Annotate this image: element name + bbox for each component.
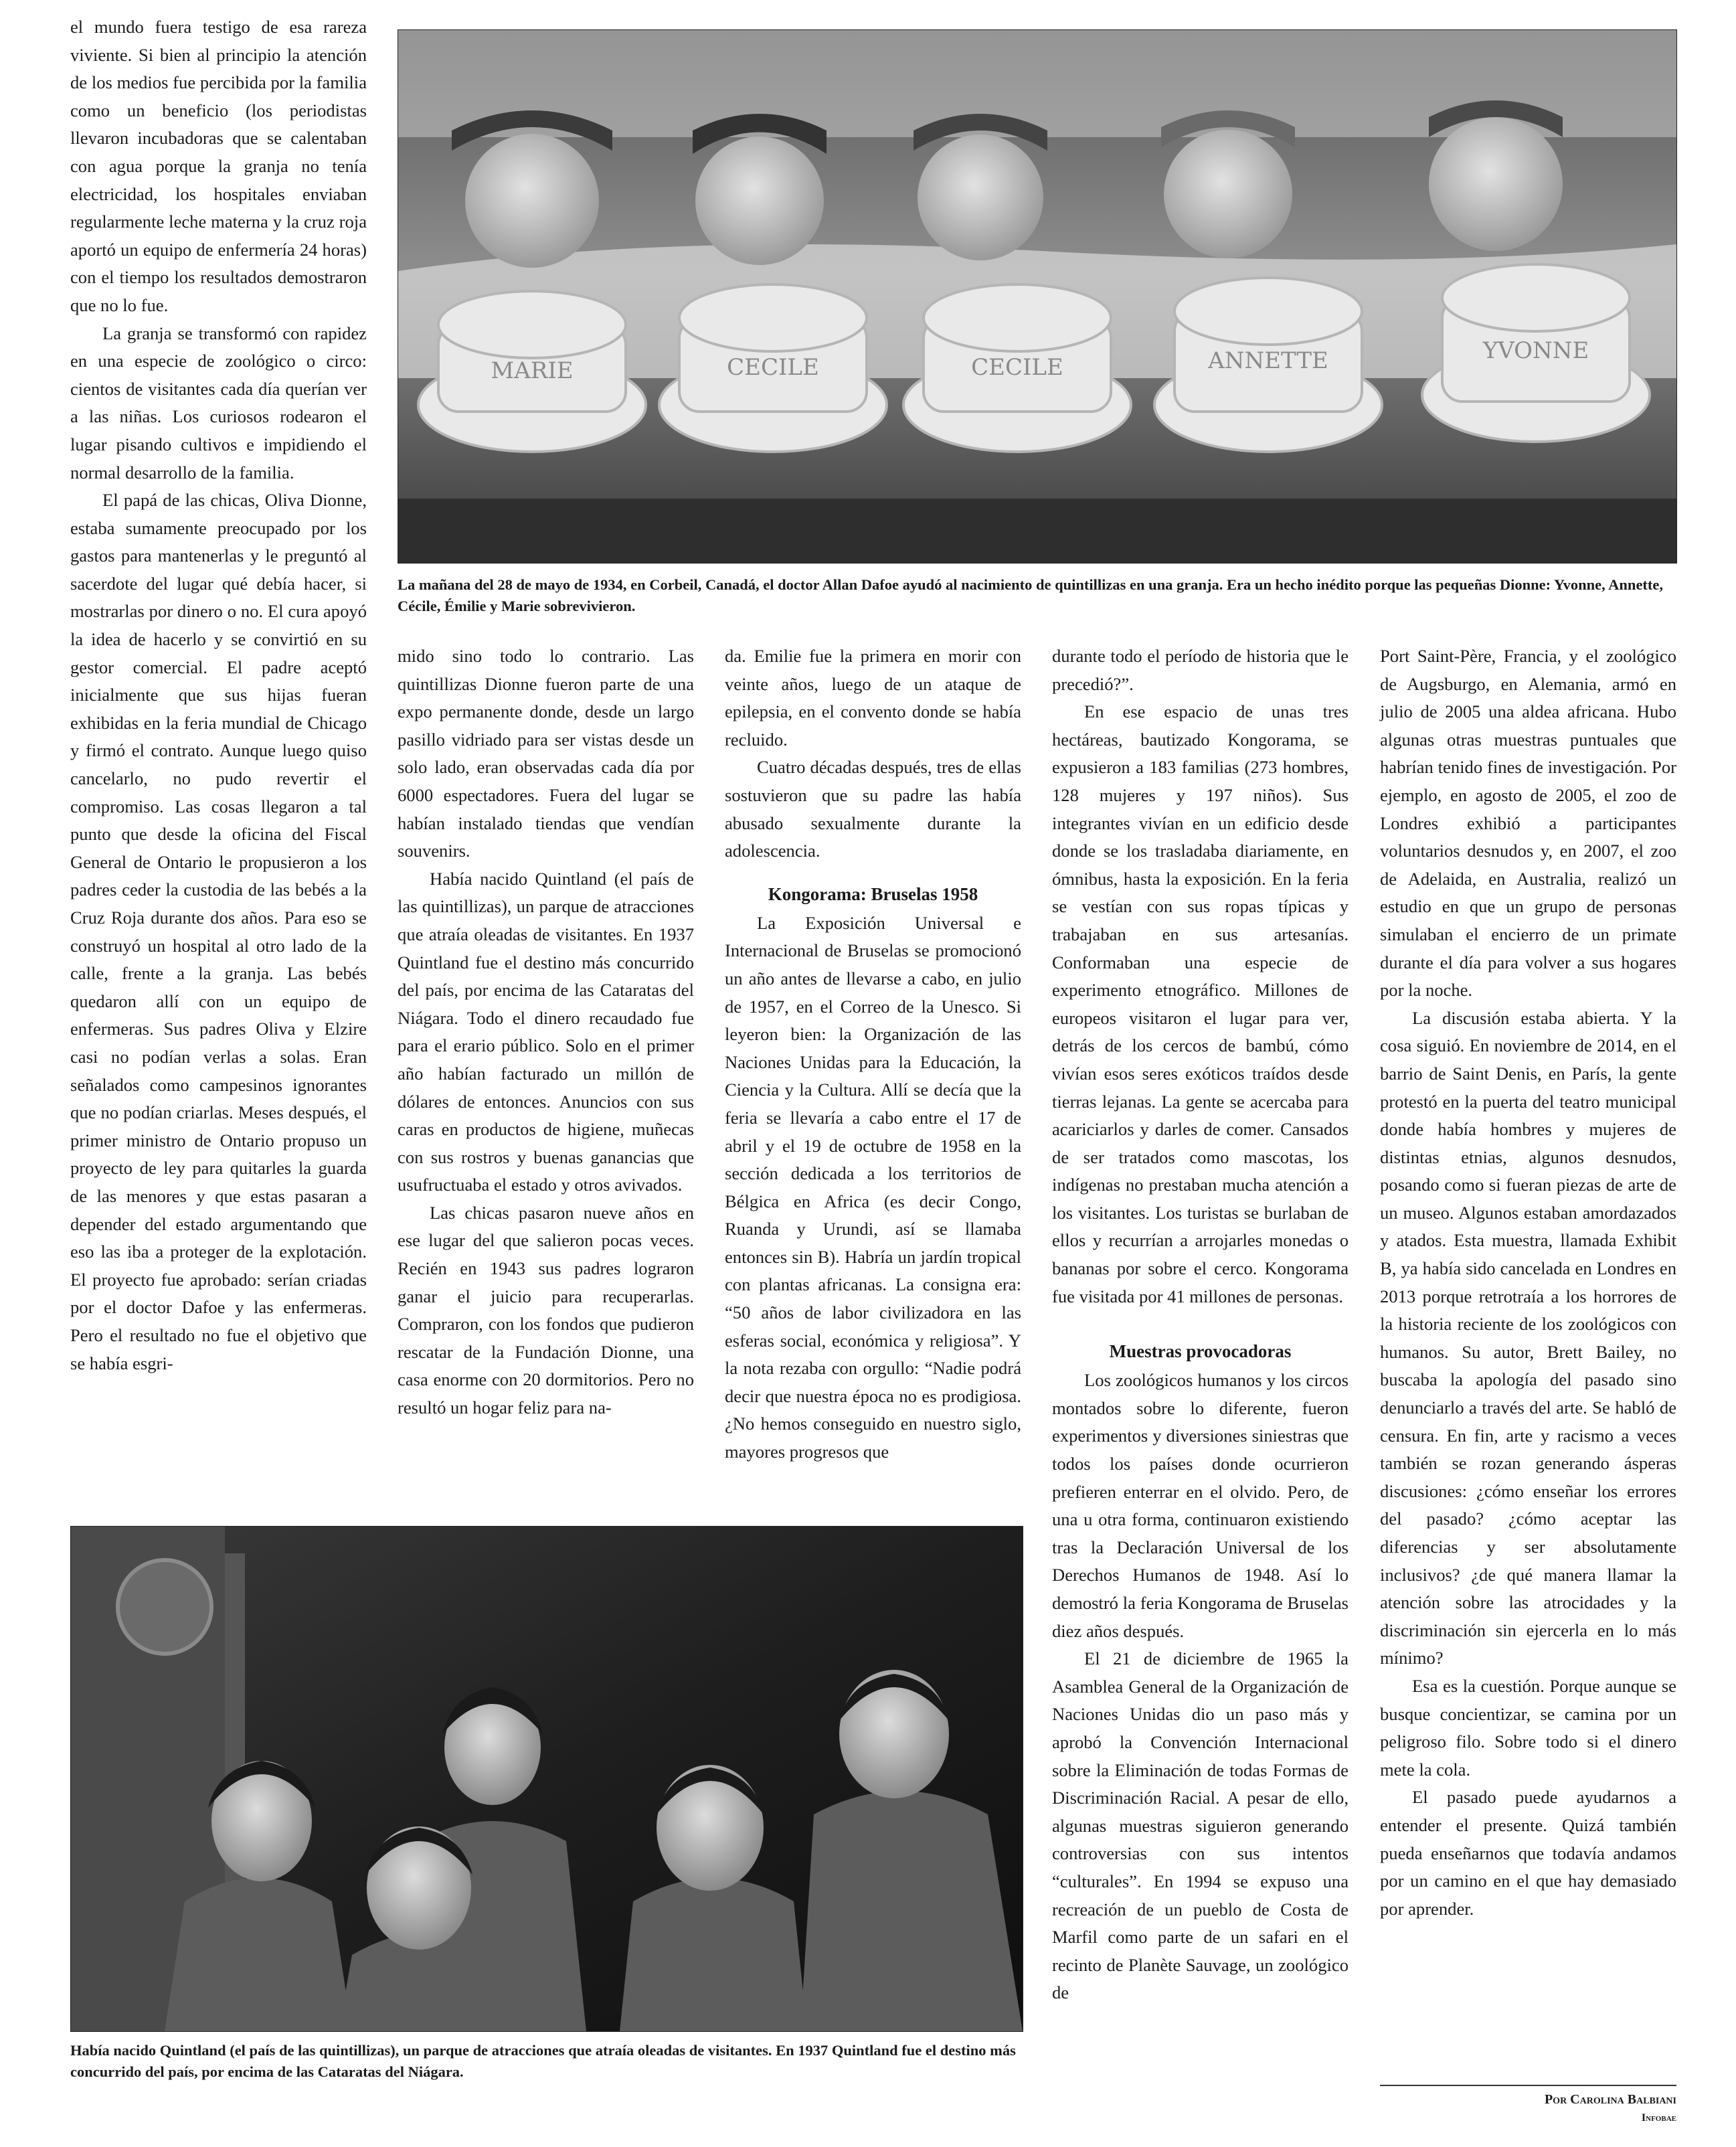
paragraph: el mundo fuera testigo de esa rareza viviente. Si bien al principio la atención de los medios fue percibida por la familia como un beneficio (los periodistas llevaron incubadoras que se calentaban con agua porque la granja no tenía electricidad, los hospitales enviaban regularmente leche materna y la cruz roja aportó un equipo de enfermería 24 horas) con el tiempo los resultados demostraron que no lo fue. [70, 17, 367, 315]
cake-label-2: CECILE [727, 354, 819, 381]
top-photo [398, 29, 1677, 564]
section-heading-muestras: Muestras provocadoras [1109, 1341, 1292, 1362]
paragraph: El pasado puede ayudarnos a entender el presente. Quizá también pueda enseñarnos que todavía andamos por un camino en el que hay demasiado por aprender. [1380, 1787, 1676, 1919]
article-column-5 [1380, 642, 1676, 1923]
bottom-photo [70, 1526, 1023, 2032]
dionne-sisters-image [71, 1527, 1023, 2031]
cake-label-3: CECILE [971, 354, 1063, 381]
source: Infobae [1641, 2112, 1676, 2124]
paragraph: El 21 de diciembre de 1965 la Asamblea General de la Organización de Naciones Unidas dio un paso más y aprobó la Convención Internacional sobre la Eliminación de todas Formas de Discriminación Racial. A pesar de ello, algunas muestras siguieron generando controversias con sus intentos “culturales”. En 1994 se expuso una recreación de un pueblo de Costa de Marfil como parte de un safari en el recinto de Planète Sauvage, un zoológico de [1052, 1648, 1349, 2003]
article-column-2 [398, 642, 694, 1422]
bottom-photo-caption: Había nacido Quintland (el país de las quintillizas), un parque de atracciones que atraía oleadas de visitantes. En 1937 Quintland fue el destino más concurrido del país, por encima de las Cataratas del Niágara. [70, 2042, 1016, 2080]
paragraph: mido sino todo lo contrario. Las quintillizas Dionne fueron parte de una expo permanente donde, desde un largo pasillo vidriado para ser vistas desde un solo lado, eran observadas cada día por 6000 espectadores. Fuera del lugar se habían instalado tiendas que vendían souvenirs. [398, 646, 694, 861]
paragraph: La granja se transformó con rapidez en una especie de zoológico o circo: cientos de visitantes cada día querían ver a las niñas. Los curiosos rodearon el lugar pisando cultivos e impidiendo el normal desarrollo de la familia. [70, 323, 367, 483]
paragraph: Port Saint-Père, Francia, y el zoológico de Augsburgo, en Alemania, armó en julio de 2005 una aldea africana. Hubo algunas otras muestras puntuales que habrían tenido fines de investigación. Por ejemplo, en agosto de 2005, el zoo de Londres exhibió a participantes voluntarios desnudos y, en 2007, el zoo de Adelaida, en Australia, realizó un estudio en que un grupo de personas simulaban el encierro de un primate durante el día para volver a sus hogares por la noche. [1380, 646, 1676, 1001]
section-heading-kongorama: Kongorama: Bruselas 1958 [768, 883, 978, 904]
author: Por Carolina Balbiani [1544, 2092, 1676, 2107]
cake-label-1: MARIE [491, 357, 574, 384]
top-photo-caption: La mañana del 28 de mayo de 1934, en Corbeil, Canadá, el doctor Allan Dafoe ayudó al nacimiento de quintillizas en una granja. Era un hecho inédito porque las pequeñas Dionne: Yvonne, Annette, Cécile, Émilie y Marie sobrevivieron. [398, 576, 1664, 614]
paragraph: Esa es la cuestión. Porque aunque se busque concientizar, se camina por un peligroso filo. Sobre todo si el dinero mete la cola. [1380, 1675, 1676, 1780]
cake-label-4: ANNETTE [1208, 347, 1328, 374]
paragraph: Había nacido Quintland (el país de las quintillizas), un parque de atracciones que atraía oleadas de visitantes. En 1937 Quintland fue el destino más concurrido del país, por encima de las Cataratas del Niágara. Todo el dinero recaudado fue para el erario público. Solo en el primer año habían facturado un millón de dólares de entonces. Anuncios con sus caras en productos de higiene, muñecas con sus rostros y buenas ganancias que usufructuaba el estado y otros avivados. [398, 868, 694, 1195]
paragraph: La discusión estaba abierta. Y la cosa siguió. En noviembre de 2014, en el barrio de Saint Denis, en París, la gente protestó en la puerta del teatro municipal donde había hombres y mujeres de distintas etnias, algunos desnudos, posando como si fueran piezas de arte de un museo. Algunos estaban amordazados y atados. Esta muestra, llamada Exhibit B, ya había sido cancelada en Londres en 2013 porque retrotraía a los horrores de la historia reciente de los zoológicos con humanos. Su autor, Brett Bailey, no buscaba la apología del pasado sino denunciarlo a través del arte. Se habló de censura. En fin, arte y racismo a veces también se rozan generando ásperas discusiones: ¿cómo enseñar los errores del pasado? ¿cómo aceptar las diferencias y ser absolutamente inclusivos? ¿de qué manera llamar la atención sobre las atrocidades y la discriminación sin ejercerla en lo más mínimo? [1380, 1007, 1676, 1668]
article-column-3 [725, 642, 1021, 1466]
paragraph: Cuatro décadas después, tres de ellas sostuvieron que su padre las había abusado sexualmente durante la adolescencia. [725, 757, 1021, 861]
paragraph: La Exposición Universal e Internacional de Bruselas se promocionó un año antes de llevarse a cabo, en julio de 1957, en el Correo de la Unesco. Si leyeron bien: la Organización de las Naciones Unidas para la Educación, la Ciencia y la Cultura. Allí se decía que la feria se llevaría a cabo entre el 17 de abril y el 19 de octubre de 1958 en la sección dedicada a los territorios de Bélgica en Africa (es decir Congo, Ruanda y Urundi, así se llamaba entonces sin B). Habría un jardín tropical con plantas africanas. La consigna era: “50 años de labor civilizadora en las esferas social, económica y religiosa”. Y la nota rezaba con orgullo: “Nadie podrá decir que nuestra época no es prodigiosa. ¿No hemos conseguido en nuestro siglo, mayores progresos que [725, 912, 1021, 1462]
byline [1380, 2085, 1676, 2128]
article-column-4 [1052, 642, 1349, 2007]
article-column-1 [70, 13, 367, 1377]
paragraph: durante todo el período de historia que le precedió?”. [1052, 646, 1349, 694]
paragraph: El papá de las chicas, Oliva Dionne, estaba sumamente preocupado por los gastos para mantenerlas y le preguntó al sacerdote del lugar qué debía hacer, si mostrarlas por dinero o no. El cura apoyó la idea de hacerlo y se convirtió en su gestor comercial. El padre aceptó inicialmente que sus hijas fueran exhibidas en la feria mundial de Chicago y firmó el contrato. Aunque luego quiso cancelarlo, no pudo revertir el compromiso. Las cosas llegaron a tal punto que desde la oficina del Fiscal General de Ontario le propusieron a los padres ceder la custodia de las bebés a la Cruz Roja durante dos años. Para eso se construyó un hospital al otro lado de la calle, frente a la granja. Las bebés quedaron allí con un equipo de enfermeras. Sus padres Oliva y Elzire casi no podían verlas a solas. Eran señalados como campesinos ignorantes que no podían criarlas. Meses después, el primer ministro de Ontario propuso un proyecto de ley para quitarles la guarda de las menores y que estas pasaran a depender del estado argumentando que eso las iba a proteger de la explotación. El proyecto fue aprobado: serían criadas por el doctor Dafoe y las enfermeras. Pero el resultado no fue el objetivo que se había esgri- [70, 490, 367, 1373]
cake-label-5: YVONNE [1482, 337, 1589, 364]
paragraph: Los zoológicos humanos y los circos montados sobre lo diferente, fueron experimentos y diversiones siniestras que todos los países donde ocurrieron prefieren enterrar en el olvido. Pero, de una u otra forma, continuaron existiendo tras la Declaración Universal de los Derechos Humanos de 1948. Así lo demostró la feria Kongorama de Bruselas diez años después. [1052, 1370, 1349, 1641]
paragraph: da. Emilie fue la primera en morir con veinte años, luego de un ataque de epilepsia, en el convento donde se había recluido. [725, 646, 1021, 750]
paragraph: En ese espacio de unas tres hectáreas, bautizado Kongorama, se expusieron a 183 familias (273 hombres, 128 mujeres y 197 niños). Sus integrantes vivían en un edificio desde donde se los trasladaba diariamente, en ómnibus, hasta la exposición. En la feria se vestían con sus ropas típicas y trabajaban en sus artesanías. Conformaban una especie de experimento etnográfico. Millones de europeos visitaron el lugar para ver, detrás de los cercos de bambú, cómo vivían esos seres exóticos traídos desde tierras lejanas. La gente se acercaba para acariciarlos y darles de comer. Cansados de ser tratados como mascotas, los indígenas no prestaban mucha atención a los visitantes. Los turistas se burlaban de ellos y recurrían a arrojarles monedas o bananas por sobre el cerco. Kongorama fue visitada por 41 millones de personas. [1052, 701, 1349, 1306]
paragraph: Las chicas pasaron nueve años en ese lugar del que salieron pocas veces. Recién en 1943 sus padres lograron ganar el juicio para recuperarlas. Compraron, con los fondos que pudieron rescatar de la Fundación Dionne, una casa enorme con 20 dormitorios. Pero no resultó un hogar feliz para na- [398, 1202, 694, 1418]
quintuplets-cakes-image [398, 30, 1676, 563]
